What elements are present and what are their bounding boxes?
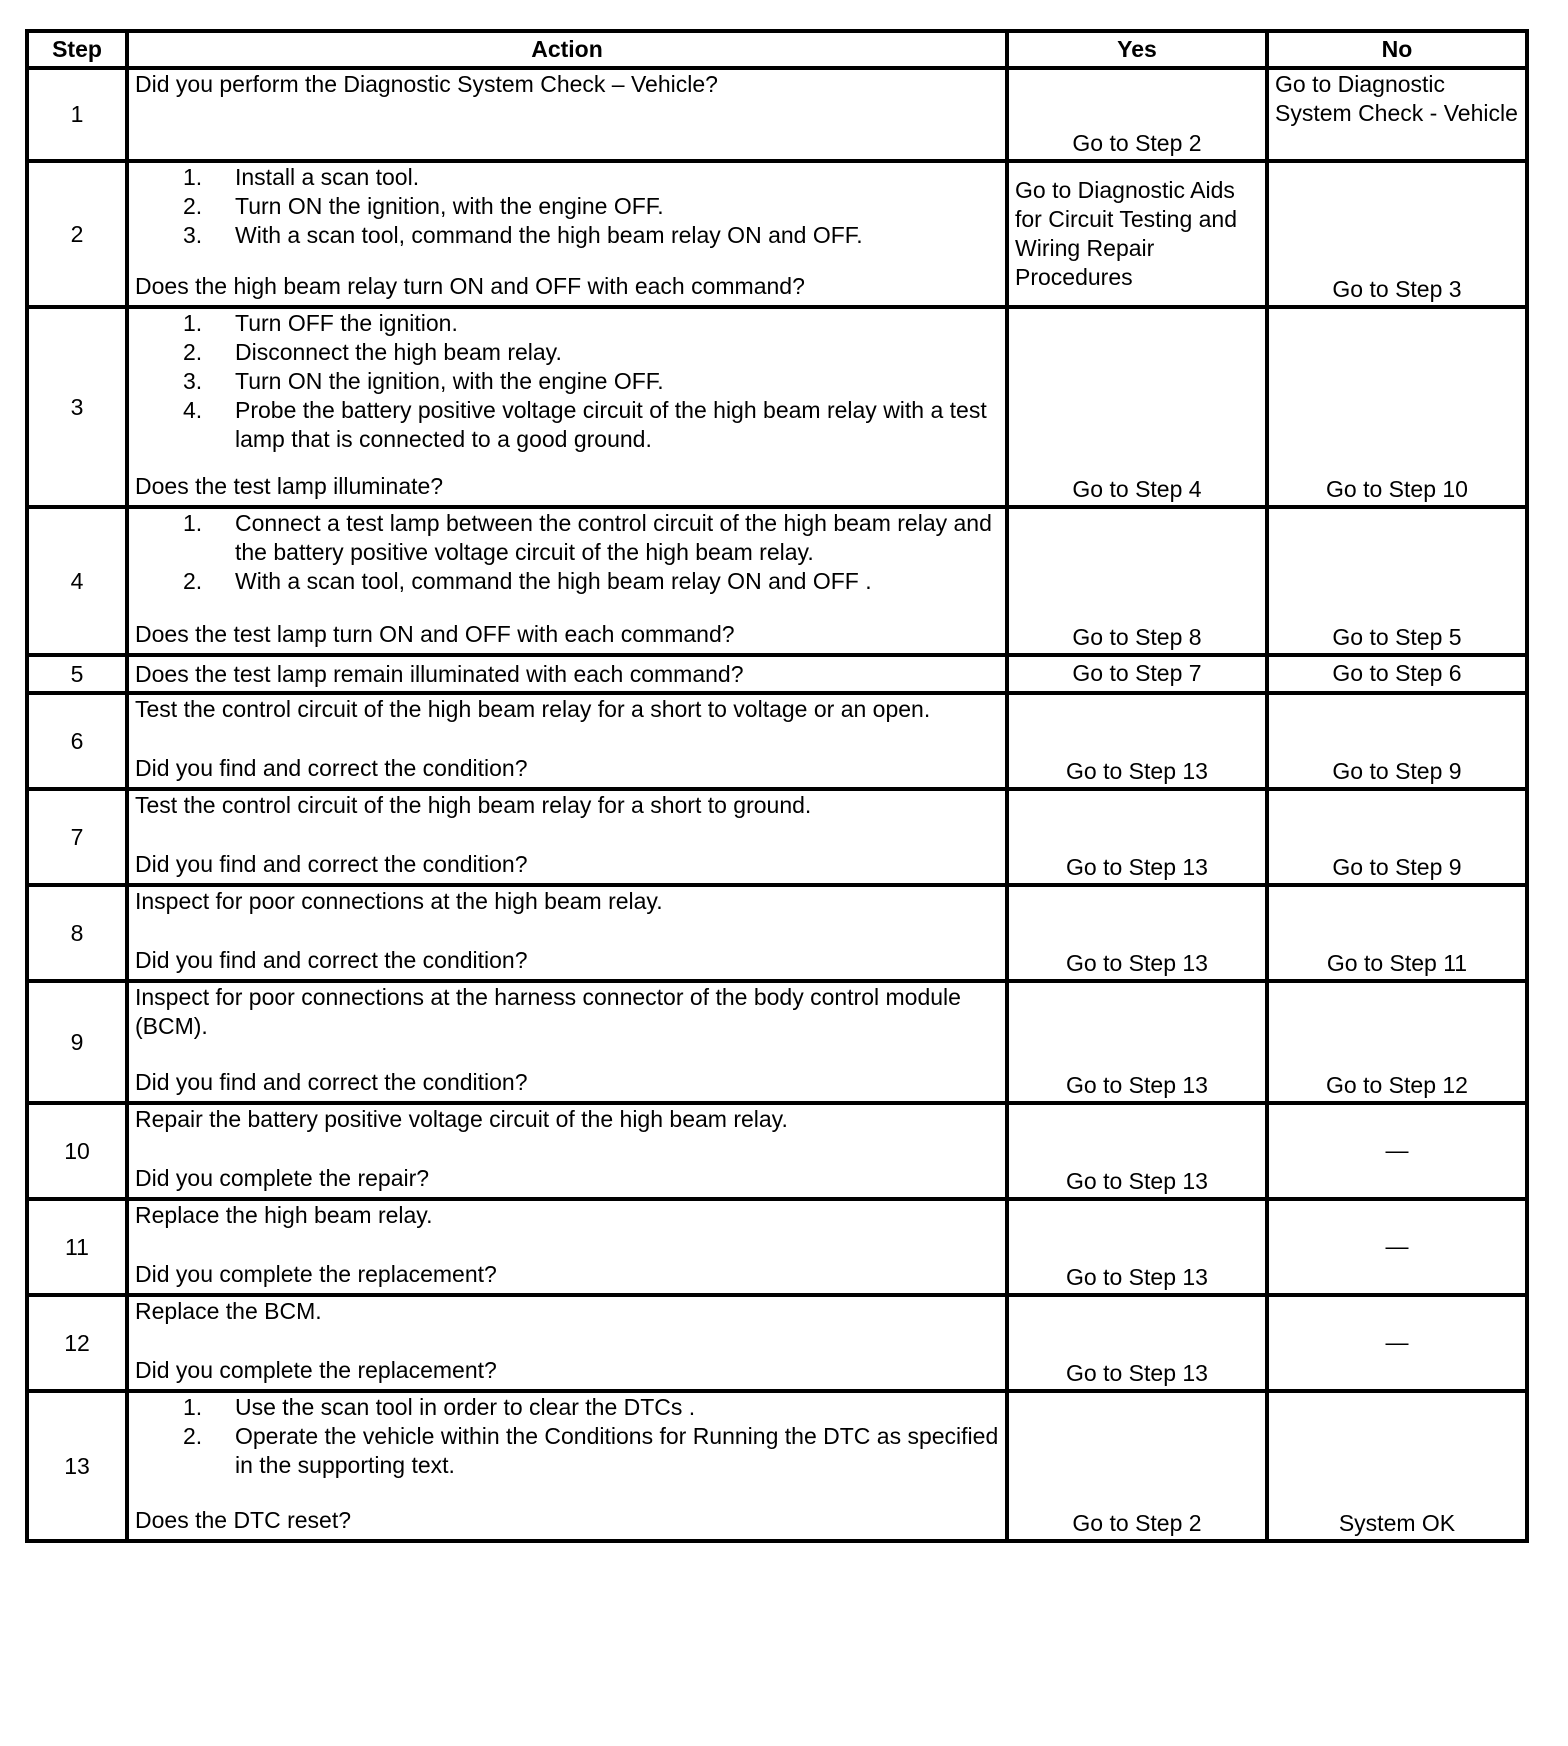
step-number: 11 [27,1199,127,1295]
instruction-list [135,309,999,454]
yes-cell: Go to Step 8 [1007,507,1267,655]
instruction-item [135,309,999,338]
instruction-text: Turn ON the ignition, with the engine OFF. [235,193,664,219]
action-question: Does the DTC reset? [135,1507,352,1533]
no-cell: — [1267,1295,1527,1391]
yes-cell: Go to Step 13 [1007,885,1267,981]
yes-cell: Go to Step 13 [1007,981,1267,1103]
instruction-text: With a scan tool, command the high beam relay ON and OFF. [235,222,863,248]
table-body [27,68,1527,1541]
yes-cell: Go to Step 13 [1007,1103,1267,1199]
no-cell: Go to Step 11 [1267,885,1527,981]
step-number: 7 [27,789,127,885]
action-cell [127,655,1007,693]
action-text: Replace the high beam relay. [135,1202,433,1228]
table-row [27,1103,1527,1199]
instruction-number: 1. [183,510,203,536]
action-question: Did you find and correct the condition? [135,947,528,973]
step-number: 4 [27,507,127,655]
table-row [27,307,1527,507]
header-yes: Yes [1007,31,1267,68]
step-number: 6 [27,693,127,789]
instruction-item [135,221,999,250]
no-cell: Go to Diagnostic System Check - Vehicle [1267,68,1527,161]
yes-cell: Go to Step 13 [1007,693,1267,789]
yes-cell: Go to Step 4 [1007,307,1267,507]
instruction-number: 1. [183,164,203,190]
action-text: Repair the battery positive voltage circuit of the high beam relay. [135,1106,788,1132]
instruction-item [135,163,999,192]
action-text: Does the test lamp remain illuminated with each command? [135,660,744,687]
step-number: 2 [27,161,127,307]
yes-cell: Go to Step 13 [1007,789,1267,885]
action-cell [127,1391,1007,1541]
instruction-number: 4. [183,397,203,423]
step-number: 3 [27,307,127,507]
step-number: 9 [27,981,127,1103]
action-question: Did you find and correct the condition? [135,1069,528,1095]
table-row [27,655,1527,693]
step-number: 1 [27,68,127,161]
yes-cell: Go to Step 7 [1007,655,1267,693]
yes-cell: Go to Step 13 [1007,1199,1267,1295]
no-cell: System OK [1267,1391,1527,1541]
action-cell [127,307,1007,507]
action-cell [127,981,1007,1103]
table-row [27,161,1527,307]
instruction-text: Connect a test lamp between the control circuit of the high beam relay and the battery positive voltage circuit of the high beam relay. [235,510,992,565]
action-cell [127,693,1007,789]
action-cell [127,68,1007,161]
action-text: Test the control circuit of the high beam relay for a short to ground. [135,792,812,818]
action-cell [127,1199,1007,1295]
instruction-item [135,192,999,221]
instruction-text: Turn ON the ignition, with the engine OFF. [235,368,664,394]
action-text: Replace the BCM. [135,1298,322,1324]
diagnostic-table [25,29,1529,1543]
header-step: Step [27,31,127,68]
no-cell: Go to Step 12 [1267,981,1527,1103]
action-question: Did you find and correct the condition? [135,851,528,877]
instruction-item [135,509,999,567]
instruction-text: Install a scan tool. [235,164,420,190]
instruction-list [135,163,999,250]
instruction-number: 2. [183,1423,203,1449]
instruction-item [135,338,999,367]
instruction-number: 3. [183,222,203,248]
instruction-text: Disconnect the high beam relay. [235,339,562,365]
action-cell [127,885,1007,981]
step-number: 12 [27,1295,127,1391]
step-number: 10 [27,1103,127,1199]
table-row [27,789,1527,885]
instruction-list [135,1393,999,1480]
instruction-number: 2. [183,339,203,365]
step-number: 13 [27,1391,127,1541]
table-row [27,68,1527,161]
header-row [27,31,1527,68]
instruction-item [135,367,999,396]
table-row [27,981,1527,1103]
step-number: 8 [27,885,127,981]
action-question: Did you find and correct the condition? [135,755,528,781]
action-question: Did you complete the replacement? [135,1261,497,1287]
table-row [27,693,1527,789]
action-text: Did you perform the Diagnostic System Check – Vehicle? [135,71,718,97]
action-text: Inspect for poor connections at the harness connector of the body control module (BCM). [135,984,961,1039]
action-text: Test the control circuit of the high beam relay for a short to voltage or an open. [135,696,931,722]
action-cell [127,789,1007,885]
no-cell: — [1267,1199,1527,1295]
instruction-text: With a scan tool, command the high beam relay ON and OFF . [235,568,872,594]
no-cell: Go to Step 3 [1267,161,1527,307]
instruction-number: 2. [183,193,203,219]
instruction-item [135,1393,999,1422]
action-cell [127,161,1007,307]
table-row [27,1295,1527,1391]
action-question: Does the test lamp turn ON and OFF with each command? [135,621,735,647]
instruction-number: 1. [183,1394,203,1420]
instruction-list [135,509,999,596]
no-cell: Go to Step 9 [1267,693,1527,789]
instruction-number: 3. [183,368,203,394]
no-cell: Go to Step 5 [1267,507,1527,655]
instruction-item [135,396,999,454]
yes-cell: Go to Diagnostic Aids for Circuit Testing and Wiring Repair Procedures [1007,161,1267,307]
instruction-number: 2. [183,568,203,594]
no-cell: Go to Step 10 [1267,307,1527,507]
no-cell: Go to Step 9 [1267,789,1527,885]
instruction-item [135,1422,999,1480]
instruction-item [135,567,999,596]
instruction-text: Operate the vehicle within the Conditions for Running the DTC as specified in the supporting text. [235,1423,999,1478]
instruction-text: Probe the battery positive voltage circuit of the high beam relay with a test lamp that is connected to a good ground. [235,397,987,452]
instruction-text: Turn OFF the ignition. [235,310,458,336]
instruction-text: Use the scan tool in order to clear the DTCs . [235,1394,696,1420]
table-row [27,1199,1527,1295]
action-question: Did you complete the replacement? [135,1357,497,1383]
yes-cell: Go to Step 2 [1007,68,1267,161]
table-row [27,1391,1527,1541]
action-question: Did you complete the repair? [135,1165,430,1191]
instruction-number: 1. [183,310,203,336]
action-text: Inspect for poor connections at the high beam relay. [135,888,663,914]
yes-cell: Go to Step 2 [1007,1391,1267,1541]
yes-cell: Go to Step 13 [1007,1295,1267,1391]
no-cell: — [1267,1103,1527,1199]
no-cell: Go to Step 6 [1267,655,1527,693]
table-row [27,885,1527,981]
action-cell [127,1295,1007,1391]
step-number: 5 [27,655,127,693]
header-action: Action [127,31,1007,68]
action-cell [127,507,1007,655]
action-cell [127,1103,1007,1199]
action-question: Does the test lamp illuminate? [135,473,444,499]
table-row [27,507,1527,655]
action-question: Does the high beam relay turn ON and OFF with each command? [135,273,805,299]
header-no: No [1267,31,1527,68]
